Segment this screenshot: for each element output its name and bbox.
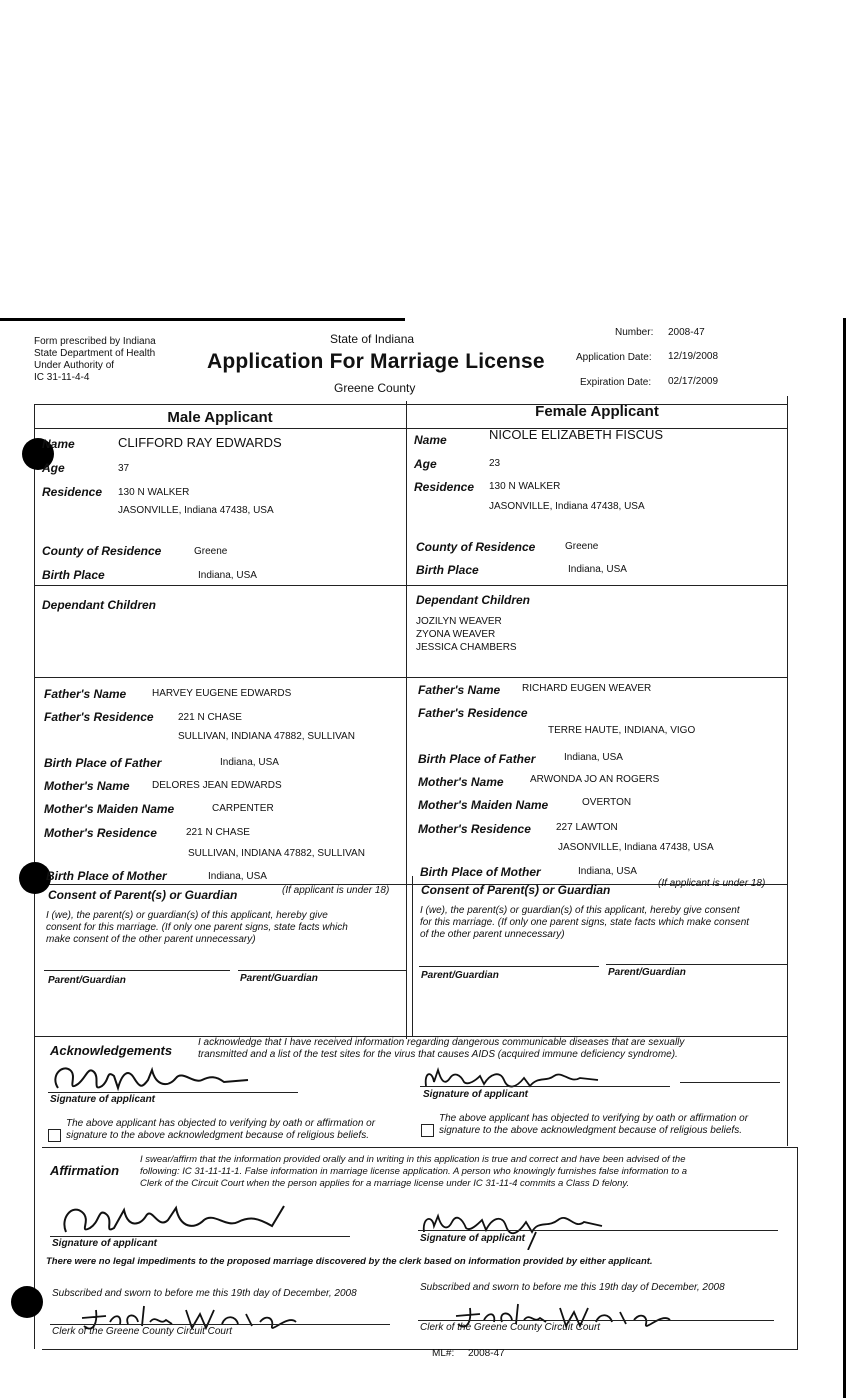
- county-name: Greene County: [334, 381, 416, 395]
- consent-label-female: Consent of Parent(s) or Guardian: [421, 883, 611, 897]
- female-objection-text: The above applicant has objected to verifying by oath or affirmation or signature to the above acknowledgment because of religious beliefs.: [439, 1113, 749, 1136]
- male-objection-text: The above applicant has objected to verifying by oath or affirmation or signature to the above acknowledgment because of religious beliefs.: [66, 1118, 376, 1141]
- sworn-statement-left: Subscribed and sworn to before me this 19th day of December, 2008: [52, 1288, 357, 1299]
- expiration-date-value: 02/17/2009: [668, 376, 719, 387]
- female-county-value: Greene: [565, 541, 599, 552]
- guardian-line-male-2: [238, 970, 406, 971]
- male-mother-name-label: Mother's Name: [44, 779, 130, 793]
- female-mother-name-label: Mother's Name: [418, 775, 504, 789]
- female-mother-birth-value: Indiana, USA: [578, 866, 637, 877]
- consent-text-female: I (we), the parent(s) or guardian(s) of this applicant, hereby give consent for this marriage. (If only one parent signs, state facts which make consent of the other parent unnecessary): [420, 905, 750, 940]
- guardian-line-female-1: [419, 966, 599, 967]
- guardian-label-female-2: Parent/Guardian: [608, 967, 686, 978]
- male-father-name-value: HARVEY EUGENE EDWARDS: [152, 688, 292, 699]
- male-children-label: Dependant Children: [42, 598, 157, 612]
- female-mother-name-value: ARWONDA JO AN ROGERS: [530, 774, 660, 785]
- male-mother-name-value: DELORES JEAN EDWARDS: [152, 780, 282, 791]
- female-father-birth-label: Birth Place of Father: [418, 752, 536, 766]
- consent-label-male: Consent of Parent(s) or Guardian: [48, 888, 238, 902]
- page-top-border: [0, 318, 405, 321]
- female-sig-line-ack-2: [680, 1082, 780, 1083]
- number-label: Number:: [615, 327, 654, 338]
- expiration-date-label: Expiration Date:: [580, 377, 652, 388]
- male-father-residence-label: Father's Residence: [44, 710, 154, 724]
- box-right: [787, 396, 788, 1146]
- female-applicant-heading: Female Applicant: [535, 403, 659, 420]
- number-value: 2008-47: [668, 327, 705, 338]
- male-county-label: County of Residence: [42, 544, 162, 558]
- female-sig-label-ack: Signature of applicant: [423, 1089, 529, 1100]
- female-sig-label-affirm: Signature of applicant: [420, 1233, 526, 1244]
- male-name-value: CLIFFORD RAY EDWARDS: [118, 435, 282, 450]
- male-father-birth-value: Indiana, USA: [220, 757, 279, 768]
- female-father-name-label: Father's Name: [418, 683, 501, 697]
- female-father-residence-label: Father's Residence: [418, 706, 528, 720]
- acknowledgements-label: Acknowledgements: [50, 1043, 173, 1058]
- guardian-line-male-1: [44, 970, 230, 971]
- punch-hole-bottom: [11, 1286, 43, 1318]
- male-birthplace-value: Indiana, USA: [198, 570, 257, 581]
- male-age-label: Age: [42, 461, 65, 475]
- female-mother-maiden-label: Mother's Maiden Name: [418, 798, 549, 812]
- heading-underline: [34, 428, 788, 429]
- male-mother-residence-line1: 221 N CHASE: [186, 827, 250, 838]
- male-father-name-label: Father's Name: [44, 687, 127, 701]
- male-birthplace-label: Birth Place: [42, 568, 105, 582]
- male-father-residence-line2: SULLIVAN, INDIANA 47882, SULLIVAN: [178, 731, 355, 742]
- ml-value: 2008-47: [468, 1348, 505, 1359]
- clerk-line-right: [418, 1320, 774, 1321]
- female-mother-residence-line2: JASONVILLE, Indiana 47438, USA: [558, 842, 714, 853]
- consent-note-male: (If applicant is under 18): [282, 885, 390, 896]
- female-child-1: JOZILYN WEAVER: [416, 616, 502, 627]
- female-mother-residence-label: Mother's Residence: [418, 822, 531, 836]
- guardian-line-female-2: [606, 964, 788, 965]
- female-father-birth-value: Indiana, USA: [564, 752, 623, 763]
- clerk-line-left: [50, 1324, 390, 1325]
- male-father-residence-line1: 221 N CHASE: [178, 712, 242, 723]
- male-sig-label-affirm: Signature of applicant: [52, 1238, 158, 1249]
- female-residence-line2: JASONVILLE, Indiana 47438, USA: [489, 501, 645, 512]
- box-middle: [406, 401, 407, 1039]
- male-applicant-heading: Male Applicant: [167, 409, 273, 426]
- birthplace-divider: [34, 585, 788, 586]
- male-father-birth-label: Birth Place of Father: [44, 756, 162, 770]
- affirmation-label: Affirmation: [50, 1163, 120, 1178]
- application-date-value: 12/19/2008: [668, 351, 719, 362]
- female-birthplace-label: Birth Place: [416, 563, 479, 577]
- male-mother-residence-line2: SULLIVAN, INDIANA 47882, SULLIVAN: [188, 848, 365, 859]
- female-child-3: JESSICA CHAMBERS: [416, 642, 517, 653]
- acknowledgements-text: I acknowledge that I have received information regarding dangerous communicable diseases that are sexually transmitted and a list of the test sites for the virus that causes AIDS (acquired immune deficiency syndrome).: [198, 1037, 685, 1060]
- consent-divider: [412, 876, 413, 1036]
- male-name-label: Name: [42, 437, 75, 451]
- form-title: Application For Marriage License: [207, 350, 545, 373]
- female-birthplace-value: Indiana, USA: [568, 564, 627, 575]
- impediments-statement: There were no legal impediments to the proposed marriage discovered by the clerk based on information provided by either applicant.: [46, 1256, 653, 1267]
- female-children-label: Dependant Children: [416, 593, 531, 607]
- clerk-label-right: Clerk of the Greene County Circuit Court: [420, 1322, 601, 1333]
- female-father-name-value: RICHARD EUGEN WEAVER: [522, 683, 652, 694]
- male-mother-maiden-label: Mother's Maiden Name: [44, 802, 175, 816]
- ml-label: ML#:: [432, 1348, 455, 1359]
- male-residence-line2: JASONVILLE, Indiana 47438, USA: [118, 505, 274, 516]
- application-date-label: Application Date:: [576, 352, 652, 363]
- female-residence-line1: 130 N WALKER: [489, 481, 561, 492]
- ack-bottom: [42, 1147, 798, 1148]
- male-objection-checkbox[interactable]: [48, 1129, 61, 1142]
- female-county-label: County of Residence: [416, 540, 536, 554]
- male-mother-maiden-value: CARPENTER: [212, 803, 274, 814]
- sworn-statement-right: Subscribed and sworn to before me this 19th day of December, 2008: [420, 1282, 725, 1293]
- guardian-label-female-1: Parent/Guardian: [421, 970, 499, 981]
- female-mother-maiden-value: OVERTON: [582, 797, 632, 808]
- guardian-label-male-2: Parent/Guardian: [240, 973, 318, 984]
- guardian-label-male-1: Parent/Guardian: [48, 975, 126, 986]
- female-father-residence-line2: TERRE HAUTE, INDIANA, VIGO: [548, 725, 696, 736]
- consent-text-male: I (we), the parent(s) or guardian(s) of this applicant, hereby give consent for this marriage. (If only one parent signs, state facts which make consent of the other parent unnecessary): [46, 910, 348, 945]
- female-age-label: Age: [414, 457, 437, 471]
- male-sig-label-ack: Signature of applicant: [50, 1094, 156, 1105]
- female-name-label: Name: [414, 433, 447, 447]
- female-sig-line-affirm: [418, 1230, 778, 1231]
- male-residence-line1: 130 N WALKER: [118, 487, 190, 498]
- male-age-value: 37: [118, 463, 130, 474]
- consent-note-female: (If applicant is under 18): [658, 878, 766, 889]
- footer-line: [42, 1349, 798, 1350]
- affirmation-text: I swear/affirm that the information provided orally and in writing in this application is true and correct and have been advised of the following: IC 31-11-11-1. False information in marriage license application. A person who knowingly furnishes false information to a Clerk of the Circuit Court when the person applies for a marriage license under IC 31-11-4 commits a Class D felony.: [140, 1154, 688, 1189]
- male-mother-residence-label: Mother's Residence: [44, 826, 157, 840]
- form-authority-note: Form prescribed by Indiana State Department of Health Under Authority of IC 31-11-4-4: [34, 336, 156, 383]
- male-sig-line-affirm: [50, 1236, 350, 1237]
- male-sig-line-ack: [48, 1092, 298, 1093]
- page-right-edge: [843, 318, 846, 1398]
- female-objection-checkbox[interactable]: [421, 1124, 434, 1137]
- male-mother-birth-label: Birth Place of Mother: [46, 869, 167, 883]
- children-divider: [34, 677, 788, 678]
- male-mother-birth-value: Indiana, USA: [208, 871, 267, 882]
- female-age-value: 23: [489, 458, 501, 469]
- male-residence-label: Residence: [42, 485, 103, 499]
- clerk-label-left: Clerk of the Greene County Circuit Court: [52, 1326, 233, 1337]
- female-residence-label: Residence: [414, 480, 475, 494]
- female-child-2: ZYONA WEAVER: [416, 629, 496, 640]
- female-mother-residence-line1: 227 LAWTON: [556, 822, 618, 833]
- male-county-value: Greene: [194, 546, 228, 557]
- female-sig-line-ack: [420, 1086, 670, 1087]
- state-name: State of Indiana: [330, 332, 415, 346]
- footer-right: [797, 1147, 798, 1349]
- female-name-value: NICOLE ELIZABETH FISCUS: [489, 427, 664, 442]
- female-mother-birth-label: Birth Place of Mother: [420, 865, 541, 879]
